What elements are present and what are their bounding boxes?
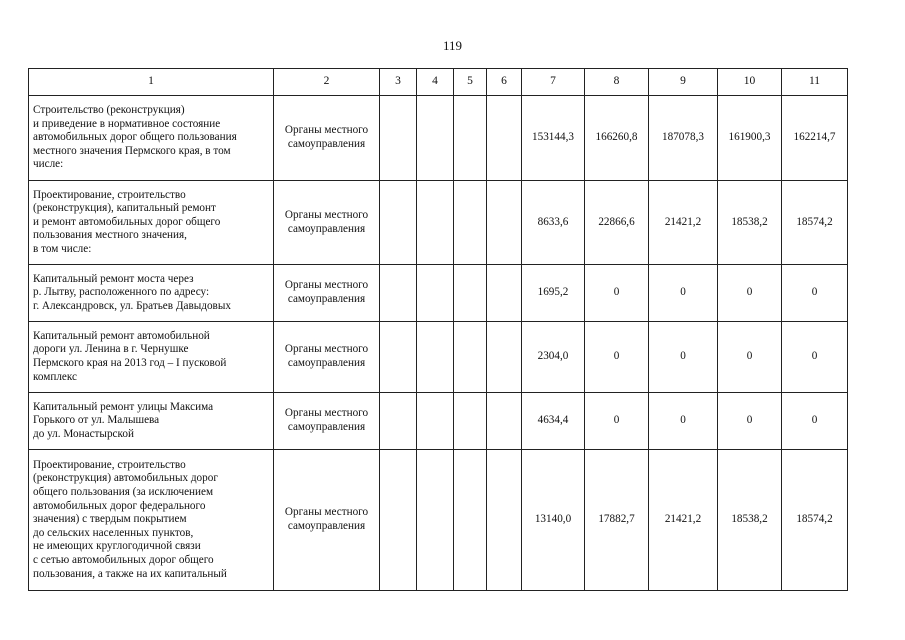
header-cell-2: 2 <box>274 69 380 96</box>
empty-cell <box>417 265 454 322</box>
table-row <box>29 393 848 450</box>
value-col-10: 0 <box>718 393 782 450</box>
value-col-8: 17882,7 <box>585 450 649 591</box>
value-col-8: 0 <box>585 393 649 450</box>
value-col-7: 153144,3 <box>522 96 585 181</box>
column-number-row <box>29 69 848 96</box>
value-col-11: 0 <box>782 322 848 393</box>
value-col-8: 0 <box>585 322 649 393</box>
empty-cell <box>380 393 417 450</box>
header-cell-6: 6 <box>487 69 522 96</box>
activity-description: Капитальный ремонт автомобильной дороги ул. Ленина в г. Чернушке Пермского края на 2013 год – I пусковой комплекс <box>29 322 274 393</box>
empty-cell <box>380 265 417 322</box>
executor-cell: Органы местного самоуправления <box>274 96 380 181</box>
value-col-10: 0 <box>718 322 782 393</box>
empty-cell <box>487 96 522 181</box>
value-col-9: 21421,2 <box>649 181 718 265</box>
table-row <box>29 265 848 322</box>
header-cell-9: 9 <box>649 69 718 96</box>
empty-cell <box>454 450 487 591</box>
empty-cell <box>454 265 487 322</box>
value-col-10: 18538,2 <box>718 450 782 591</box>
header-cell-4: 4 <box>417 69 454 96</box>
value-col-10: 0 <box>718 265 782 322</box>
header-cell-10: 10 <box>718 69 782 96</box>
empty-cell <box>487 450 522 591</box>
empty-cell <box>454 322 487 393</box>
header-cell-5: 5 <box>454 69 487 96</box>
activity-description: Строительство (реконструкция) и приведение в нормативное состояние автомобильных дорог общего пользования местного значения Пермского края, в том числе: <box>29 96 274 181</box>
value-col-11: 18574,2 <box>782 450 848 591</box>
activity-description: Проектирование, строительство (реконструкция), капитальный ремонт и ремонт автомобильных дорог общего пользования местного значения, в том числе: <box>29 181 274 265</box>
header-cell-8: 8 <box>585 69 649 96</box>
header-cell-11: 11 <box>782 69 848 96</box>
table-row <box>29 450 848 591</box>
value-col-10: 18538,2 <box>718 181 782 265</box>
header-cell-1: 1 <box>29 69 274 96</box>
executor-cell: Органы местного самоуправления <box>274 265 380 322</box>
value-col-7: 8633,6 <box>522 181 585 265</box>
value-col-9: 0 <box>649 393 718 450</box>
empty-cell <box>380 450 417 591</box>
empty-cell <box>380 322 417 393</box>
value-col-9: 21421,2 <box>649 450 718 591</box>
value-col-8: 0 <box>585 265 649 322</box>
empty-cell <box>487 322 522 393</box>
page-number: 119 <box>442 38 463 53</box>
empty-cell <box>380 181 417 265</box>
empty-cell <box>487 265 522 322</box>
activity-description: Проектирование, строительство (реконструкция) автомобильных дорог общего пользования (за исключением автомобильных дорог федерального значения) с твердым покрытием до сельских населенных пунктов, не имеющих круглогодичной связи с сетью автомобильных дорог общего пользования, а также на их капитальный <box>29 450 274 591</box>
value-col-7: 1695,2 <box>522 265 585 322</box>
value-col-10: 161900,3 <box>718 96 782 181</box>
table-row <box>29 181 848 265</box>
executor-cell: Органы местного самоуправления <box>274 450 380 591</box>
budget-table <box>28 68 848 591</box>
empty-cell <box>417 393 454 450</box>
empty-cell <box>417 450 454 591</box>
value-col-9: 187078,3 <box>649 96 718 181</box>
header-cell-7: 7 <box>522 69 585 96</box>
value-col-11: 0 <box>782 265 848 322</box>
table-row <box>29 322 848 393</box>
empty-cell <box>380 96 417 181</box>
empty-cell <box>454 393 487 450</box>
activity-description: Капитальный ремонт моста через р. Лытву, расположенного по адресу: г. Александровск, ул. Братьев Давыдовых <box>29 265 274 322</box>
empty-cell <box>487 181 522 265</box>
value-col-8: 22866,6 <box>585 181 649 265</box>
executor-cell: Органы местного самоуправления <box>274 393 380 450</box>
empty-cell <box>417 96 454 181</box>
executor-cell: Органы местного самоуправления <box>274 181 380 265</box>
value-col-7: 13140,0 <box>522 450 585 591</box>
value-col-7: 4634,4 <box>522 393 585 450</box>
empty-cell <box>454 96 487 181</box>
executor-cell: Органы местного самоуправления <box>274 322 380 393</box>
empty-cell <box>454 181 487 265</box>
value-col-11: 162214,7 <box>782 96 848 181</box>
value-col-9: 0 <box>649 322 718 393</box>
value-col-9: 0 <box>649 265 718 322</box>
value-col-11: 0 <box>782 393 848 450</box>
value-col-11: 18574,2 <box>782 181 848 265</box>
header-cell-3: 3 <box>380 69 417 96</box>
empty-cell <box>417 322 454 393</box>
value-col-7: 2304,0 <box>522 322 585 393</box>
activity-description: Капитальный ремонт улицы Максима Горького от ул. Малышева до ул. Монастырской <box>29 393 274 450</box>
empty-cell <box>417 181 454 265</box>
value-col-8: 166260,8 <box>585 96 649 181</box>
empty-cell <box>487 393 522 450</box>
table-row <box>29 96 848 181</box>
